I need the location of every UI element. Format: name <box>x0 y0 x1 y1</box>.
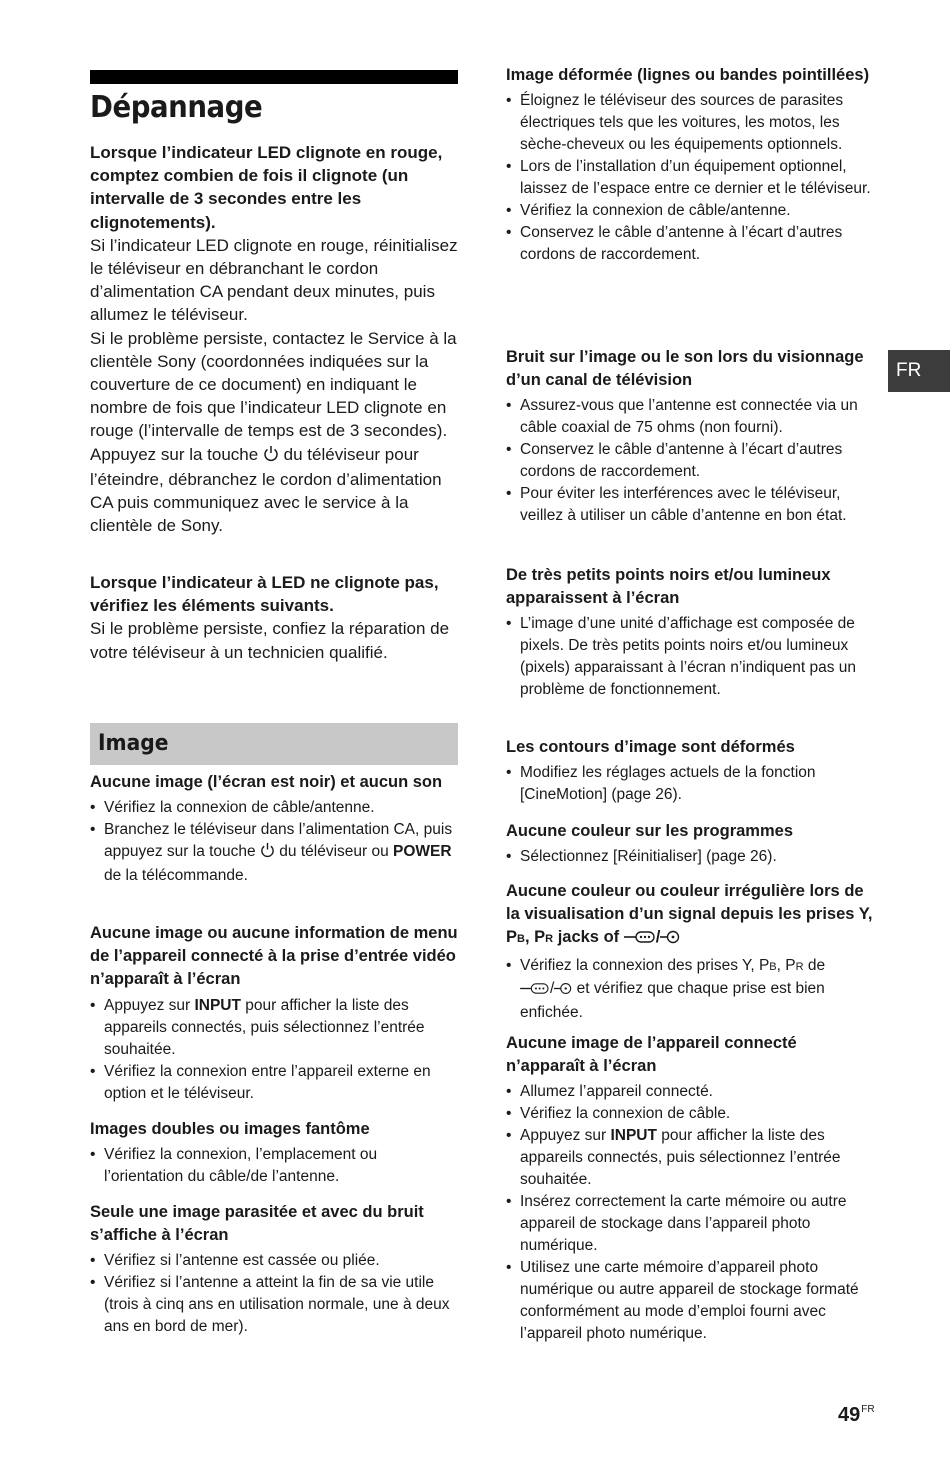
list-item: • Modifiez les réglages actuels de la fonction [CineMotion] (page 26). <box>506 762 878 806</box>
item-heading: Seule une image parasitée et avec du bruit s’affiche à l’écran <box>90 1203 424 1245</box>
power-icon <box>263 445 279 468</box>
text-span: Aucune couleur ou couleur irrégulière lors de la visualisation d’un signal depuis les prises Y, P <box>506 882 873 947</box>
list-item <box>90 819 460 887</box>
led-off-heading: Lorsque l’indicateur à LED ne clignote pas, vérifiez les éléments suivants. <box>90 573 439 616</box>
list-item: • Vérifiez la connexion de câble/antenne. <box>90 797 460 819</box>
bullet-list <box>506 846 878 868</box>
item-heading: Aucune image de l’appareil connecté n’apparaît à l’écran <box>506 1034 797 1076</box>
item-irregular-color <box>506 880 878 1024</box>
component-input-icon <box>520 980 550 1002</box>
text-span: , P <box>524 928 546 947</box>
text-span: B <box>517 933 525 946</box>
list-item: • Vérifiez si l’antenne a atteint la fin de sa vie utile (trois à cinq ans en utilisation normale, une à deux ans en bord de mer). <box>90 1272 460 1338</box>
item-heading <box>506 880 878 952</box>
list-item: • Assurez-vous que l’antenne est connectée via un câble coaxial de 75 ohms (non fourni). <box>506 395 878 439</box>
language-tab: FR <box>888 350 950 392</box>
item-heading: Aucune image (l’écran est noir) et aucun son <box>90 773 443 791</box>
power-key-label: POWER <box>393 843 452 861</box>
video-input-icon <box>554 980 572 1002</box>
list-item: • Allumez l’appareil connecté. <box>506 1081 878 1103</box>
list-item: • Sélectionnez [Réinitialiser] (page 26). <box>506 846 878 868</box>
input-key-label: INPUT <box>610 1127 657 1145</box>
bullet-list <box>506 955 878 1024</box>
text-span: pour afficher la liste des appareils connectés, puis sélectionnez l’entrée souhaitée. <box>104 996 425 1058</box>
bullet-list <box>506 90 878 266</box>
led-blink-paragraph-3 <box>90 443 460 538</box>
text-span: pour afficher la liste des appareils connectés, puis sélectionnez l’entrée souhaitée. <box>520 1127 841 1189</box>
text-span: du téléviseur ou <box>274 843 394 861</box>
list-item: • Éloignez le téléviseur des sources de parasites électriques tels que les voitures, les motos, les sèche-cheveux ou les équipements optionnels. <box>506 90 878 156</box>
led-blink-p3-start: Appuyez sur la touche <box>90 444 263 464</box>
text-span: jacks of <box>553 928 624 947</box>
list-item: • Vérifiez la connexion de câble. <box>506 1103 878 1125</box>
list-item: • Vérifiez la connexion entre l’appareil externe en option et le téléviseur. <box>90 1061 460 1105</box>
component-input-icon <box>624 928 656 951</box>
bullet-list <box>506 1081 878 1345</box>
text-span: de <box>803 956 826 974</box>
led-blink-p3-end: du téléviseur pour l’éteindre, débranchez le cordon d’alimentation CA puis communiquez avec le service à la clientèle de Sony. <box>90 444 442 536</box>
list-item <box>506 1125 878 1191</box>
item-heading: Bruit sur l’image ou le son lors du visionnage d’un canal de télévision <box>506 348 864 390</box>
text-span: Branchez le téléviseur dans l’alimentation CA, puis appuyez sur la touche <box>104 821 453 861</box>
slash-separator: / <box>655 928 661 947</box>
list-item: • Lors de l’installation d’un équipement optionnel, laissez de l’espace entre ce dernier et le téléviseur. <box>506 156 878 200</box>
item-no-menu <box>90 922 460 1105</box>
list-item: • Pour éviter les interférences avec le téléviseur, veillez à utiliser un câble d’antenne en bon état. <box>506 483 878 527</box>
item-contours <box>506 736 878 806</box>
list-item: • Utilisez une carte mémoire d’appareil photo numérique ou autre appareil de stockage formaté conformément au mode d’emploi fourni avec l’appareil photo numérique. <box>506 1257 878 1345</box>
led-off-block <box>90 571 460 664</box>
item-heading: Images doubles ou images fantôme <box>90 1120 370 1138</box>
list-item: • Vérifiez la connexion, l’emplacement ou l’orientation du câble/de l’antenne. <box>90 1144 460 1188</box>
item-tv-noise <box>506 346 878 527</box>
text-span: Appuyez sur <box>520 1127 611 1145</box>
bullet-list <box>506 395 878 527</box>
power-icon <box>260 842 275 865</box>
text-span: B <box>769 960 777 973</box>
list-item: • Conservez le câble d’antenne à l’écart d’autres cordons de raccordement. <box>506 439 878 483</box>
page-number-value: 49 <box>838 1404 861 1426</box>
bullet-list <box>90 995 460 1105</box>
text-span: Vérifiez la connexion des prises Y, P <box>520 956 770 974</box>
list-item: • Insérez correctement la carte mémoire ou autre appareil de stockage dans l’appareil photo numérique. <box>506 1191 878 1257</box>
led-blink-paragraph-2: Si le problème persiste, contactez le Service à la clientèle Sony (coordonnées indiquées sur la couverture de ce document) en indiquant le nombre de fois que l’indicateur LED clignote en rouge (l’intervalle de temps est de 3 secondes). <box>90 328 457 441</box>
led-blink-heading: Lorsque l’indicateur LED clignote en rouge, comptez combien de fois il clignote (un intervalle de 3 secondes entre les clignotements). <box>90 143 443 232</box>
text-span: , P <box>776 956 796 974</box>
title-rule <box>90 70 458 84</box>
item-heading: Les contours d’image sont déformés <box>506 738 795 756</box>
slash-separator: / <box>550 979 555 997</box>
item-heading: De très petits points noirs et/ou lumineux apparaissent à l’écran <box>506 566 831 608</box>
list-item: • L’image d’une unité d’affichage est composée de pixels. De très petits points noirs et/ou lumineux (pixels) apparaissant à l’écran n’indiquent pas un problème de fonctionnement. <box>506 613 878 701</box>
bullet-list <box>90 1144 460 1188</box>
item-no-device-image <box>506 1032 878 1345</box>
item-heading: Image déformée (lignes ou bandes pointillées) <box>506 66 870 84</box>
text-span: Appuyez sur <box>104 996 195 1014</box>
text-span: de la télécommande. <box>104 867 248 885</box>
list-item: • Conservez le câble d’antenne à l’écart d’autres cordons de raccordement. <box>506 222 878 266</box>
led-off-paragraph: Si le problème persiste, confiez la réparation de votre téléviseur à un technicien qualifié. <box>90 619 450 662</box>
page-number-suffix: FR <box>861 1404 875 1415</box>
led-blink-paragraph-1: Si l’indicateur LED clignote en rouge, réinitialisez le téléviseur en débranchant le cordon d’alimentation CA pendant deux minutes, puis allumez le téléviseur. <box>90 235 458 325</box>
text-span: et vérifiez que chaque prise est bien enfichée. <box>520 979 825 1021</box>
bullet-list <box>90 797 460 887</box>
list-item <box>90 995 460 1061</box>
item-noise-only <box>90 1201 460 1338</box>
bullet-list <box>506 613 878 701</box>
text-span: R <box>545 933 554 946</box>
list-item: • Vérifiez la connexion de câble/antenne. <box>506 200 878 222</box>
input-key-label: INPUT <box>194 996 241 1014</box>
item-heading: Aucune image ou aucune information de menu de l’appareil connecté à la prise d’entrée vidéo n’apparaît à l’écran <box>90 924 458 989</box>
item-no-image <box>90 771 460 887</box>
section-header-image <box>90 723 458 765</box>
bullet-list <box>90 1250 460 1338</box>
list-item: • Vérifiez si l’antenne est cassée ou pliée. <box>90 1250 460 1272</box>
item-heading: Aucune couleur sur les programmes <box>506 822 794 840</box>
text-span: R <box>795 960 804 973</box>
page-number <box>838 1404 875 1427</box>
item-distorted <box>506 64 878 266</box>
item-no-color <box>506 820 878 868</box>
led-blink-block <box>90 141 460 537</box>
section-title: Image <box>98 731 169 756</box>
bullet-list <box>506 762 878 806</box>
video-input-icon <box>660 928 680 951</box>
page-title: Dépannage <box>90 90 263 125</box>
list-item <box>506 955 878 1024</box>
item-ghost <box>90 1118 460 1188</box>
item-dots <box>506 564 878 701</box>
